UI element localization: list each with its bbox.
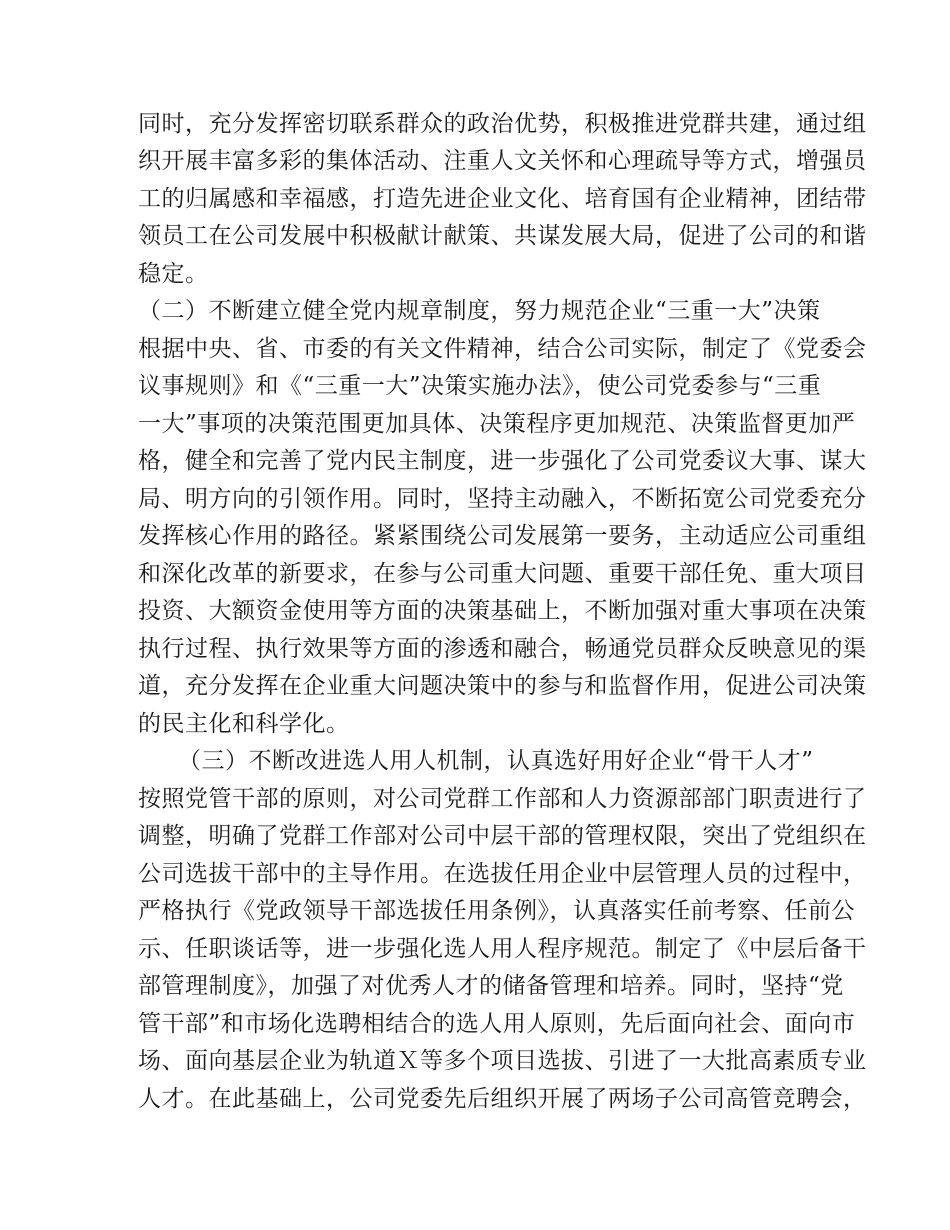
text-line-17: 的民主化和科学化。 [138,711,350,737]
text-line-15: 执行过程、执行效果等方面的渗透和融合，畅通党员群众反映意见的渠 [138,636,867,662]
text-line-11: 局、明方向的引领作用。同时，坚持主动融入，不断拓宽公司党委充分 [138,486,867,512]
text-line-20: 调整，明确了党群工作部对公司中层干部的管理权限，突出了党组织在 [138,823,867,849]
text-line-16: 道，充分发挥在企业重大问题决策中的参与和监督作用，促进公司决策 [138,673,867,699]
text-line-21: 公司选拔干部中的主导作用。在选拔任用企业中层管理人员的过程中， [138,861,867,887]
text-line-1: 同时，充分发挥密切联系群众的政治优势，积极推进党群共建，通过组 [138,111,867,137]
text-line-12: 发挥核心作用的路径。紧紧围绕公司发展第一要务，主动适应公司重组 [138,523,867,549]
text-line-4: 领员工在公司发展中积极献计献策、共谋发展大局，促进了公司的和谐 [138,223,867,249]
text-line-23: 示、任职谈话等，进一步强化选人用人程序规范。制定了《中层后备干 [138,936,867,962]
text-line-24: 部管理制度》，加强了对优秀人才的储备管理和培养。同时，坚持“党 [138,973,844,999]
section-heading-3: （三）不断改进选人用人机制，认真选好用好企业“骨干人才” [178,748,814,774]
text-line-9: 一大”事项的决策范围更加具体、决策程序更加规范、决策监督更加严 [138,411,856,437]
text-line-26: 场、面向基层企业为轨道Ｘ等多个项目选拔、引进了一大批高素质专业 [138,1048,867,1074]
text-line-10: 格，健全和完善了党内民主制度，进一步强化了公司党委议大事、谋大 [138,448,867,474]
text-line-13: 和深化改革的新要求，在参与公司重大问题、重要干部任免、重大项目 [138,561,867,587]
text-line-3: 工的归属感和幸福感，打造先进企业文化、培育国有企业精神，团结带 [138,186,867,212]
text-line-7: 根据中央、省、市委的有关文件精神，结合公司实际，制定了《党委会 [138,336,867,362]
text-line-2: 织开展丰富多彩的集体活动、注重人文关怀和心理疏导等方式，增强员 [138,148,867,174]
section-heading-2: （二）不断建立健全党内规章制度，努力规范企业“三重一大”决策 [138,298,821,324]
text-line-22: 严格执行《党政领导干部选拔任用条例》，认真落实任前考察、任前公 [138,898,855,924]
text-line-14: 投资、大额资金使用等方面的决策基础上，不断加强对重大事项在决策 [138,598,867,624]
text-line-27: 人才。在此基础上，公司党委先后组织开展了两场子公司高管竞聘会， [138,1086,867,1112]
text-line-25: 管干部”和市场化选聘相结合的选人用人原则，先后面向社会、面向市 [138,1011,856,1037]
text-line-5: 稳定。 [138,261,209,287]
text-line-8: 议事规则》和《“三重一大”决策实施办法》，使公司党委参与“三重 [138,373,822,399]
text-line-19: 按照党管干部的原则，对公司党群工作部和人力资源部部门职责进行了 [138,786,867,812]
